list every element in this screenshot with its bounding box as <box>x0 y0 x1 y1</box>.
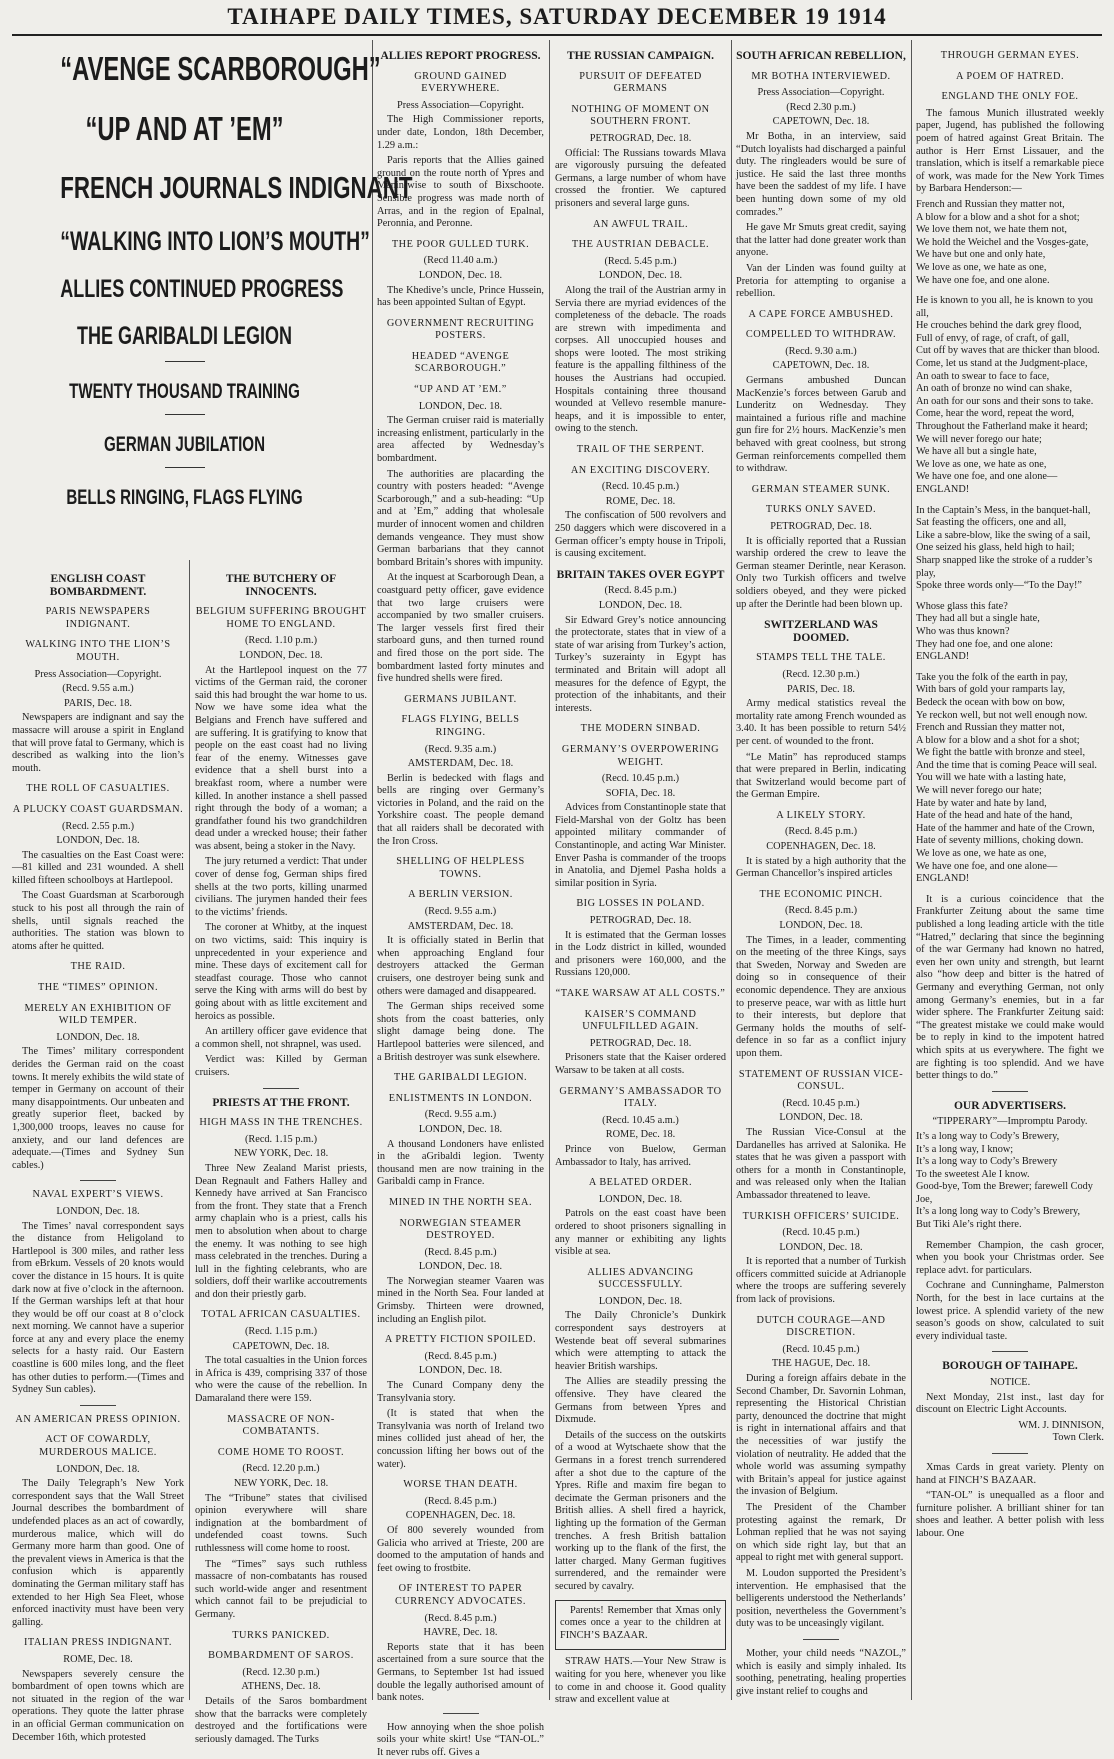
article-text: The High Commissioner reports, under date, London, 18th December, 1.29 a.m.: <box>377 114 544 151</box>
dateline: LONDON, Dec. 18. <box>779 920 863 932</box>
article-text: Newspapers severely censure the bombardment of open towns which are not situated in the region of the war operations. They quote the latter phrase in an official German communication on December 16th, which protested <box>12 1668 184 1743</box>
subheadline: AN EXCITING DISCOVERY. <box>570 464 711 476</box>
headline: THE ROLL OF CASUALTIES. <box>26 783 170 795</box>
subheadline: BELGIUM SUFFERING BROUGHT HOME TO ENGLAND. <box>195 606 367 630</box>
banner-headline: ALLIES CONTINUED PROGRESS <box>60 275 344 303</box>
poem-line: And the time that is coming Peace will seal. <box>916 759 1098 771</box>
poem-line: It’s a long way to Cody’s Brewery <box>916 1156 1058 1168</box>
headline: NAVAL EXPERT’S VIEWS. <box>32 1189 164 1201</box>
article-text: The German ships received some shots from the coast batteries, only slight damage being done. The Hartlepool batteries were silenced, and a British destroyer was sunk elsewhere. <box>377 1001 544 1063</box>
headline: TOTAL AFRICAN CASUALTIES. <box>201 1309 361 1321</box>
poem-line: We have one foe, and one alone. <box>916 274 1050 286</box>
poem-line: Cut off by waves that are thicker than blood. <box>916 345 1100 357</box>
poem-line: It’s a long way, I know; <box>916 1143 1014 1155</box>
article-text: The Daily Chronicle’s Dunkirk correspondent says destroyers at Westende beat off several submarines which were attempting to attack the heavier British warships. <box>555 1310 726 1372</box>
article-text: Of 800 severely wounded from Galicia who arrived at Trieste, 200 are doomed to the amputation of hands and feet owing to frostbite. <box>377 1524 544 1574</box>
poem-line: An oath of bronze no wind can shake, <box>916 383 1073 395</box>
subheadline: ACT OF COWARDLY, MURDEROUS MALICE. <box>39 1434 157 1459</box>
dateline: (Recd. 12.30 p.m.) <box>242 1666 320 1678</box>
dateline: NEW YORK, Dec. 18. <box>233 1148 329 1160</box>
dateline: PETROGRAD, Dec. 18. <box>770 521 872 532</box>
article-text: It is reported that a number of Turkish officers committed suicide at Adrianople where the troops are suffering severely from lack of provisions. <box>736 1256 906 1306</box>
subheadline: COME HOME TO ROOST. <box>217 1446 345 1458</box>
headline: A PRETTY FICTION SPOILED. <box>384 1334 537 1346</box>
dateline: (Recd. 8.45 p.m.) <box>424 1246 497 1258</box>
article-text: The Russian Vice-Consul at the Dardanelles has arrived at Salonika. He states that he was given a passport with others for a month in Constantinople, and was released only when the Italian Ambassador threatened to leave. <box>736 1126 906 1201</box>
headline: AN AWFUL TRAIL. <box>592 218 689 230</box>
dateline: SOFIA, Dec. 18. <box>605 787 676 799</box>
dateline: ROME, Dec. 18. <box>605 495 676 507</box>
dateline: CAPETOWN, Dec. 18. <box>772 360 870 372</box>
poem-line: With bars of gold your ramparts lay, <box>916 684 1066 696</box>
poem-line: Who was thus known? <box>916 625 1010 637</box>
dateline: (Recd. 1.10 p.m.) <box>244 635 318 647</box>
dateline: (Recd. 9.55 a.m.) <box>424 906 497 918</box>
headline: OUR ADVERTISERS. <box>953 1099 1067 1112</box>
column-divider <box>731 40 732 1700</box>
poem-line: We love them not, we hate them not, <box>916 224 1068 236</box>
subheadline: FLAGS FLYING, BELLS RINGING. <box>401 714 520 738</box>
subheadline: THE “TIMES” OPINION. <box>37 982 159 994</box>
poem-line: To the sweetest Ale I know. <box>916 1168 1030 1180</box>
subheadline: COMPELLED TO WITHDRAW. <box>745 329 897 341</box>
advertisement: How annoying when the shoe polish soils your white skirt! Use “TAN-OL.” It never rubs off. Gives a <box>377 1721 544 1758</box>
dateline: (Recd. 10.45 p.m.) <box>782 1227 860 1239</box>
dateline: (Recd. 9.30 a.m.) <box>785 345 857 357</box>
article-text: The total casualties in the Union forces in Africa is 439, comprising 337 of those who were the cause of the rebellion. In Damaraland there were 159. <box>195 1355 367 1405</box>
banner-headline: TWENTY THOUSAND TRAINING <box>69 380 300 403</box>
advertisement-box <box>555 1600 726 1651</box>
dateline: (Recd. 10.45 p.m.) <box>601 481 680 493</box>
article-text: Reports state that it has been ascertained from a sure source that the Germans, to September 1st had issued double the legally authorised amount of bank notes. <box>377 1641 544 1704</box>
article-text: Berlin is bedecked with flags and bells are ringing over Germany’s victories in Poland, and the raid on the Yorkshire coast. The people demand that all raiders shall be decorated with the Iron Cross. <box>377 772 544 847</box>
dateline: (Recd. 9.55 a.m.) <box>424 1109 497 1121</box>
banner-headline: GERMAN JUBILATION <box>103 433 265 456</box>
headline: THE ECONOMIC PINCH. <box>759 888 883 900</box>
banner-headline: FRENCH JOURNALS INDIGNANT <box>60 170 413 205</box>
headline: SWITZERLAND WAS DOOMED. <box>764 619 878 644</box>
dateline: ROME, Dec. 18. <box>605 1129 676 1141</box>
subheadline: PARIS NEWSPAPERS INDIGNANT. <box>45 606 151 630</box>
banner-headlines <box>12 44 413 510</box>
article-text: Army medical statistics reveal the mortality rate among French wounded as 3.40. It has been possible to return 54½ per cent. of wounded to the front. <box>736 698 906 747</box>
column-3 <box>377 42 544 1758</box>
headline: ENGLISH COAST BOMBARDMENT. <box>49 573 147 598</box>
headline: TRAIL OF THE SERPENT. <box>576 444 705 456</box>
headline: BRITAIN TAKES OVER EGYPT <box>556 568 725 581</box>
poem-line: French and Russian they matter not, <box>916 198 1065 210</box>
dateline: LONDON, Dec. 18. <box>598 599 683 611</box>
headline: OF INTEREST TO PAPER CURRENCY ADVOCATES. <box>395 1583 526 1607</box>
poem-line: Take you the folk of the earth in pay, <box>916 671 1068 683</box>
banner-headline: THE GARIBALDI LEGION <box>76 322 292 350</box>
headline: A CAPE FORCE AMBUSHED. <box>748 308 894 320</box>
poem <box>916 1131 1104 1240</box>
poem-line: Hate of the hammer and hate of the Crown, <box>916 822 1095 834</box>
subheadline: GROUND GAINED EVERYWHERE. <box>414 70 507 95</box>
article-text: The Daily Telegraph’s New York correspondent says that the Wall Street Journal describes the bombardment of undefended places as an act of cowardly, murderous malice, which will do Germany more harm than good. One of the prevalent views in America is that the confusion which is apparently dominating the German military staff has extended to her High Sea Fleet, whose enforced inactivity must have been very galling. <box>12 1478 184 1628</box>
article-text: The “Times” says such ruthless massacre of non-combatants has roused such world-wide anger and resentment which cannot fail to be prejudicial to Germany. <box>195 1558 367 1620</box>
poem-line: In the Captain’s Mess, in the banquet-hall, <box>916 504 1091 516</box>
dateline: (Recd. 9.55 a.m.) <box>62 683 134 695</box>
column-1 <box>12 565 184 1743</box>
headline: AN AMERICAN PRESS OPINION. <box>15 1413 181 1425</box>
masthead-rule <box>12 34 1102 36</box>
subheadline: TURKS ONLY SAVED. <box>765 504 877 516</box>
column-4 <box>555 42 726 1706</box>
article-text: Details of the success on the outskirts of a wood at Wytschaete show that the Germans in a forest trench surrendered after a shot due to the capture of the Ypres. Rifle and maxim fire began to decimate the German prisoners and the British allies. A shell fired a hayrick, lighting up the formation of the German trenches. A fresh British battalion working up to the flank of the first, the latter charged. Many German fugitives surrendered, and the remainder were secured by cavalry. <box>555 1429 726 1592</box>
dateline: LONDON, Dec. 18. <box>56 835 140 847</box>
dateline: (Recd. 1.15 p.m.) <box>244 1133 318 1145</box>
headline: THE GARIBALDI LEGION. <box>393 1072 528 1084</box>
headline: A LIKELY STORY. <box>776 809 866 821</box>
headline: GOVERNMENT RECRUITING POSTERS. <box>386 317 535 342</box>
dateline: COPENHAGEN, Dec. 18. <box>405 1510 516 1522</box>
article-text: The Coast Guardsman at Scarborough stuck to his post all through the rain of shells, until signals reached the authorities. The station was blown to atoms after he quitted. <box>12 890 184 952</box>
subheadline: “UP AND AT ’EM.” <box>414 384 507 396</box>
poem-line: Sharp snapped like the stroke of a rudder’s play, <box>916 554 1093 579</box>
dateline: LONDON, Dec. 18. <box>56 1463 140 1475</box>
article-text: At the inquest at Scarborough Dean, a coastguard petty officer, gave evidence that two large cruisers were accompanied by two smaller cruisers. The larger vessels first fired their starboard guns, and then turned round and fired those on the port side. The bombardment lasted forty minutes and five hundred shells were fired. <box>377 572 544 685</box>
subheadline: KAISER’S COMMAND UNFULFILLED AGAIN. <box>582 1008 699 1033</box>
poem-line: Sat feasting the officers, one and all, <box>916 517 1067 529</box>
article-text: The Khedive’s uncle, Prince Hussein, has been appointed Sultan of Egypt. <box>377 284 544 309</box>
dateline: (Recd. 12.30 p.m.) <box>782 668 860 680</box>
poem <box>916 199 1104 894</box>
article-text: It is officially reported that a Russian warship ordered the crew to leave the German steamer Derintle, near Kerason. Only two Turkish officers and twelve soldiers obeyed, and they were picked up after the Derintle had been blown up. <box>736 535 906 610</box>
poem-line: We love as one, we hate as one, <box>916 261 1047 273</box>
poem-line: Come, let us stand at the Judgment-place, <box>916 358 1088 370</box>
credit: Press Association—Copyright. <box>757 87 885 99</box>
dateline: AMSTERDAM, Dec. 18. <box>407 758 514 770</box>
poem-line: Bedeck the ocean with bow on bow, <box>916 696 1065 708</box>
article-text: Advices from Constantinople state that Field-Marshal von der Goltz has been appointed military commander of Constantinople, and acting War Minister. Enver Pasha is commander of the troops in Anatolia, and Djemel Pasha holds a similar position in Syria. <box>555 802 726 889</box>
poem-line: But Tiki Ale’s right there. <box>916 1219 1022 1231</box>
dateline: LONDON, Dec. 18. <box>598 1193 683 1205</box>
headline: MINED IN THE NORTH SEA. <box>388 1196 533 1208</box>
dateline: LONDON, Dec. 18. <box>418 269 503 281</box>
poem-line: Whose glass this fate? <box>916 600 1008 612</box>
poem-line: We fight the battle with bronze and steel, <box>916 747 1086 759</box>
signature: Town Clerk. <box>1052 1432 1104 1444</box>
advertisement: Remember Champion, the cash grocer, when you book your Christmas order. See replace advt. for particulars. <box>916 1239 1104 1276</box>
article-text: It is stated by a high authority that the German Chancellor’s inspired articles <box>736 855 906 880</box>
poem-line: Hate of seventy millions, choking down. <box>916 835 1084 847</box>
headline: ALLIES REPORT PROGRESS. <box>380 50 541 62</box>
headline: A BELATED ORDER. <box>588 1177 693 1189</box>
advertisement: Xmas Cards in great variety. Plenty on hand at FINCH’S BAZAAR. <box>916 1461 1104 1486</box>
credit: Press Association—Copyright. <box>397 99 524 111</box>
article-text: A thousand Londoners have enlisted in the aGribaldi legion. Twenty thousand men are now training in the Garibaldi camp in France. <box>377 1138 544 1188</box>
dateline: NEW YORK, Dec. 18. <box>233 1478 329 1489</box>
poem-line: It’s a long way to Cody’s Brewery, <box>916 1130 1060 1142</box>
article-text: The Allies are steadily pressing the offensive. They have cleared the Germans from between Ypres and Dixmude. <box>555 1376 726 1426</box>
dateline: ATHENS, Dec. 18. <box>241 1681 321 1693</box>
headline: THROUGH GERMAN EYES. <box>940 50 1080 61</box>
banner-headline: “UP AND AT ’EM” <box>85 110 284 147</box>
dateline: (Recd. 10.45 p.m.) <box>601 773 680 785</box>
dateline: (Recd. 5.45 p.m.) <box>604 255 677 267</box>
article-text: The Times’ naval correspondent says the distance from Heligoland to Hartlepool is 300 miles, and rather less from eBrkum. Vessels of 20 knots would cover the distance in 15 hours. It is quite dark now at five o’clock in the afternoon. If the German warships left at that hour they would be off our coast at 8 o’clock next morning. We cannot have a superior force at any and every place the enemy selects for a hasty raid. Our Eastern coastline is 600 miles long, and the fleet has other duties to perform.—(Times and Sydney Sun cables). <box>12 1220 184 1396</box>
headline: SOUTH AFRICAN REBELLION, <box>736 50 906 62</box>
dateline: PETROGRAD, Dec. 18. <box>589 1037 692 1049</box>
poem-line: We love as one, we hate as one, <box>916 848 1047 860</box>
poem-line: Come, hear the word, repeat the word, <box>916 408 1075 420</box>
article-text: The German cruiser raid is materially increasing enlistment, particularly in the area affected by Wednesday’s bombardment. <box>377 415 544 465</box>
dateline: LONDON, Dec. 18. <box>56 1205 140 1217</box>
dateline: (Recd. 12.20 p.m.) <box>242 1463 320 1475</box>
dateline: AMSTERDAM, Dec. 18. <box>407 920 514 932</box>
headline: GERMANS JUBILANT. <box>404 693 517 705</box>
poem-line: Hate of the head and hate of the hand, <box>916 810 1073 822</box>
advertisement: Mother, your child needs “NAZOL,” which is easily and simply inhaled. Its soothing, penetrating, healing properties give instant relief to coughs and <box>736 1647 906 1697</box>
article-text: The casualties on the East Coast were:—81 killed and 231 wounded. A shell killed fifteen schoolboys at Hartlepool. <box>12 849 184 886</box>
poem-line: They had all but a single hate, <box>916 613 1040 625</box>
dateline: HAVRE, Dec. 18. <box>423 1627 498 1639</box>
article-text: The Times, in a leader, commenting on the meeting of the three Kings, says that Sweden, Norway and Sweden are doing so in consequence of their economic dependence. They are anxious to preserve peace, war with as little hurt to their interests, but deplore that Germany holds the mouths of self-defence in so far as a conflict injury upon them. <box>736 934 906 1059</box>
poem-line: Ye reckon well, but not well enough now. <box>916 709 1088 721</box>
dateline: LONDON, Dec. 18. <box>418 400 503 412</box>
article-text: At the Hartlepool inquest on the 77 victims of the German raid, the coroner said this had brought the war home to us. Now we have some idea what the Belgians and French have suffered and are suffering. It is gratifying to know that people on the east coast had no living fear of the enemy. Witnesses gave evidence that a shell burst into a breakfast room, where a number were killed. In another instance a shell passed right through the body of a woman; a grandfather found his two grandchildren dead under a wrecked house; their father was absent, being a stoker in the Navy. <box>195 664 367 852</box>
article-text: The “Tribune” states that civilised opinion everywhere will share indignation at the bombardment of undefended coast towns. Such ruthlessness will come home to roost. <box>195 1492 367 1554</box>
article-text: It is officially stated in Berlin that when approaching England four destroyers attacked the German cruisers, one destroyer being sunk and others were damaged and disappeared. <box>377 935 544 997</box>
subheadline: GERMANY’S OVERPOWERING WEIGHT. <box>561 743 720 768</box>
subheadline: A BERLIN VERSION. <box>408 889 513 901</box>
headline: WORSE THAN DEATH. <box>403 1479 518 1491</box>
subheadline: “TIPPERARY”—Impromptu Parody. <box>932 1116 1088 1128</box>
article-text: Prisoners state that the Kaiser ordered Warsaw to be taken at all costs. <box>555 1052 726 1076</box>
article-text: Patrols on the east coast have been ordered to shoot prisoners signalling in any manner or exhibiting any lights visible at sea. <box>555 1208 726 1258</box>
poem-line: Throughout the Fatherland make it heard; <box>916 421 1088 433</box>
column-5 <box>736 42 906 1702</box>
article-text: He gave Mr Smuts great credit, saying that the latter had done greater work than anyone. <box>736 222 906 259</box>
dateline: (Recd 2.30 p.m.) <box>786 101 856 113</box>
article-text: Paris reports that the Allies gained ground on the route north of Ypres and Menin-wise to south of Bixschoote. Sensible progress was made north of Arras, and in the region of Epalnal, Peronnia, and Peronne. <box>377 155 544 230</box>
subheadline: THE AUSTRIAN DEBACLE. <box>571 239 710 251</box>
poem-line: A blow for a blow and a shot for a shot; <box>916 211 1080 223</box>
poem-line: ENGLAND! <box>916 651 970 663</box>
dateline: THE HAGUE, Dec. 18. <box>771 1358 871 1370</box>
dateline: LONDON, Dec. 18. <box>418 1123 503 1135</box>
poem-line: We will never forego our hate; <box>916 785 1042 797</box>
article-text: The confiscation of 500 revolvers and 250 daggers which were discovered in a German officer’s empty house in Tripoli, is causing excitement. <box>555 510 726 560</box>
article-text: Germans ambushed Duncan MacKenzie’s forces between Garub and Lunderitz on Wednesday. They maintained a furious rifle and machine gun fire for 2½ hours. MacKenzie’s men behaved with great coolness, but strong German reinforcements compelled them to withdraw. <box>736 375 906 475</box>
headline: THE MODERN SINBAD. <box>580 723 701 735</box>
headline: GERMANY’S AMBASSADOR TO ITALY. <box>559 1085 722 1110</box>
poem-line: A blow for a blow and a shot for a shot; <box>916 734 1080 746</box>
subheadline: ENGLAND THE ONLY FOE. <box>941 91 1079 103</box>
article-text: Van der Linden was found guilty at Pretoria for attempting to organise a rebellion. <box>736 262 906 300</box>
banner-headline: “AVENGE SCARBOROUGH” <box>60 50 381 87</box>
article-text: The Cunard Company deny the Transylvania story. <box>377 1380 544 1404</box>
article-text: Official: The Russians towards Mlava are vigorously pursuing the defeated Germans, a large number of whom have crossed the frontier. We captured prisoners and several large guns. <box>555 147 726 209</box>
subheadline: BOMBARDMENT OF SAROS. <box>208 1650 354 1662</box>
headline: “TAKE WARSAW AT ALL COSTS.” <box>555 988 726 999</box>
dateline: PETROGRAD, Dec. 18. <box>589 915 692 927</box>
subheadline: NOTHING OF MOMENT ON SOUTHERN FRONT. <box>571 103 710 128</box>
article-text: Along the trail of the Austrian army in Servia there are myriad evidences of the completeness of the debacle. The roads are strewn with impedimenta and corpses. All unoccupied houses and shops were looted. The most striking feature is the appalling filthiness of the houses the Austrians had occupied. Hospitals containing three thousand wounded at Vellevo resemble manure-heaps, and it is impossible to enter, owing to the stench. <box>555 284 726 435</box>
poem-line: We hold the Weichel and the Vosges-gate, <box>916 236 1089 248</box>
article-text: The famous Munich illustrated weekly paper, Jugend, has published the following poem of hatred against Great Britain. The author is Herr Ernst Lissauer, and the translation, which is itself a remarkable piece of work, was made for the New York Times by Barbara Henderson:— <box>916 107 1104 195</box>
poem-line: They had one foe, and one alone: <box>916 638 1053 650</box>
advertisement: “TAN-OL” is unequalled as a floor and furniture polisher. A brilliant shiner for tan shoes and leather. A better polish with less labour. One <box>916 1490 1104 1539</box>
article-text: The Times’ military correspondent derides the German raid on the coast towns. It merely exhibits the wild state of temper in Germany on account of their many disappointments. Our unbeaten and greatly superior fleet, backed by 1,300,000 troops, leaves no cause for anxiety, and our land defences are adequate.—(Times and Sydney Sun cables.) <box>12 1046 184 1171</box>
dateline: (Recd. 2.55 p.m.) <box>61 820 135 832</box>
subheadline: NORWEGIAN STEAMER DESTROYED. <box>399 1217 522 1242</box>
article-text: “Le Matin” has reproduced stamps that were prepared in Berlin, indicating that Switzerland would become part of the German Empire. <box>736 751 906 801</box>
dateline: (Recd. 10.45 a.m.) <box>602 1114 679 1126</box>
headline: DUTCH COURAGE—AND DISCRETION. <box>756 1314 886 1339</box>
poem-line: We have one foe, and one alone— <box>916 860 1058 872</box>
headline: ITALIAN PRESS INDIGNANT. <box>24 1637 172 1649</box>
poem-line: It’s a long long way to Cody’s Brewery, <box>916 1206 1081 1218</box>
poem-line: An oath for our sons and their sons to take. <box>916 395 1094 407</box>
headline: STATEMENT OF RUSSIAN VICE-CONSUL. <box>738 1068 904 1093</box>
advertisement: STRAW HATS.—Your New Straw is waiting for you here, whenever you like to come in and choose it. Good quality straw and excellent value at <box>555 1656 726 1706</box>
dateline: LONDON, Dec. 18. <box>418 1261 503 1273</box>
poem-line: We have but one and only hate, <box>916 249 1046 261</box>
banner-headline: “WALKING INTO LION’S MOUTH” <box>60 226 370 256</box>
article-text: The authorities are placarding the country with posters headed: “Avenge Scarborough,” and a sub-heading: “Up and at ’Em,” adding that wholesale murder of innocent women and children demands vengeance. They must show German barbarians that they cannot bombard Britain’s shores with impunity. <box>377 468 544 568</box>
poem-line: One seized his glass, held high to hail; <box>916 542 1075 554</box>
dateline: (Recd. 1.15 p.m.) <box>244 1326 318 1338</box>
article-text: The jury returned a verdict: That under cover of dense fog, German ships fired shells at the two ports, killing unarmed civilians. The jurymen handed their fees to the victims’ friends. <box>195 856 367 918</box>
subheadline: HIGH MASS IN THE TRENCHES. <box>199 1117 363 1129</box>
poem-line: You will we hate with a lasting hate, <box>916 772 1066 784</box>
notice-text: Next Monday, 21st inst., last day for discount on Electric Light Accounts. <box>916 1391 1104 1416</box>
headline: THE BUTCHERY OF INNOCENTS. <box>225 573 337 598</box>
article-text: Prince von Buelow, German Ambassador to Italy, has arrived. <box>555 1143 726 1168</box>
article-text: M. Loudon supported the President’s intervention. He emphasised that the belligerents understood the Netherlands’ position, nevertheless the Government’s duty was to be unceasingly vigilant. <box>736 1567 906 1630</box>
dateline: (Recd. 8.45 p.m.) <box>784 826 858 838</box>
poem-line: ENGLAND! <box>916 873 970 885</box>
dateline: (Recd. 10.45 p.m.) <box>782 1097 860 1109</box>
poem-line: Full of envy, of rage, of craft, of gall, <box>916 332 1070 344</box>
article-text: An artillery officer gave evidence that a common shell, not shrapnel, was used. <box>195 1026 367 1050</box>
dateline: (Recd. 9.35 a.m.) <box>424 743 497 755</box>
dateline: LONDON, Dec. 18. <box>239 649 323 661</box>
article-text: It is a curious coincidence that the Frankfurter Zeitung about the same time published a long leading article with the title “Hatred,” declaring that since the beginning of the war Germany had known no hatred, even her own unity and strength, but learnt also “how deep and bitter is the hatred of Germany and everything German, not only among Germany’s enemies, but in a far wider sphere. The Frankfurter Zeitung said: “The greatest mistake we could make would be to reply in kind to the impotent hatred which spits at us everywhere. The fight we are fighting is too splendid. And we have better things to do.” <box>916 893 1104 1082</box>
column-6 <box>916 42 1104 1702</box>
dateline: LONDON, Dec. 18. <box>598 1295 683 1307</box>
headline: THE POOR GULLED TURK. <box>391 238 530 250</box>
dateline: (Recd. 8.45 p.m.) <box>424 1495 497 1507</box>
subheadline: HEADED “AVENGE SCARBOROUGH.” <box>411 350 510 375</box>
subheadline: A PLUCKY COAST GUARDSMAN. <box>12 803 184 815</box>
article-text: (It is stated that when the Transylvania was north of Ireland two mines collided just ahead of her, the concussion lifting her bows out of the water). <box>377 1408 544 1470</box>
masthead: TAIHAPE DAILY TIMES, SATURDAY DECEMBER 19 1914 <box>227 4 887 29</box>
dateline: PARIS, Dec. 18. <box>787 683 855 695</box>
banner-headline: BELLS RINGING, FLAGS FLYING <box>66 486 303 509</box>
headline: TURKS PANICKED. <box>232 1629 330 1641</box>
poem-line: He is known to you all, he is known to you all, <box>916 295 1094 319</box>
poem-line: We have all but a single hate, <box>916 446 1037 458</box>
dateline: (Recd 11.40 a.m.) <box>423 255 498 267</box>
poem-line: We will never forego our hate; <box>916 433 1042 445</box>
dateline: ROME, Dec. 18. <box>63 1653 133 1665</box>
column-divider <box>549 40 550 1700</box>
article-text: Three New Zealand Marist priests, Dean Regnault and Fathers Halley and Kennedy have arrived at San Francisco from the front. They state that a French army chaplain who is a priest, calls his men to absolution when about to charge the enemy. It was nothing to see high mass celebrated in the trenches. During a lull in the fighting celebrants, who are soldiers, doff their warlike accoutrements and don their priestly garb. <box>195 1162 367 1300</box>
column-divider <box>372 40 373 1700</box>
article-text: Sir Edward Grey’s notice announcing the protectorate, states that in view of a state of war arising from Turkey’s action, Turkey’s suzerainty in Egypt has terminated and Britain will adopt all measures for the defence of Egypt, the protection of the inhabitants, and their interests. <box>555 614 726 714</box>
dateline: PETROGRAD, Dec. 18. <box>589 132 692 144</box>
headline: THE RAID. <box>70 961 126 973</box>
poem-line: French and Russian they matter not, <box>916 722 1065 734</box>
dateline: COPENHAGEN, Dec. 18. <box>766 841 876 853</box>
headline: SHELLING OF HELPLESS TOWNS. <box>396 856 525 880</box>
notice-heading: NOTICE. <box>989 1377 1031 1388</box>
article-text: During a foreign affairs debate in the Second Chamber, Dr. Savornin Lohman, representing the Historical Christian party, denounced the doctrine that might is right in international affairs and that the necessities of war justify the violation of neutrality. He added that the whole world was assuming sympathy with Britain’s appeal for justice against the invasion of Belgium. <box>736 1373 906 1498</box>
poem-line: Good-bye, Tom the Brewer; farewell Cody Joe, <box>916 1181 1093 1205</box>
dateline: (Recd. 8.45 p.m.) <box>424 1350 497 1362</box>
poem-line: We love as one, we hate as one, <box>916 458 1047 470</box>
poem-line: He crouches behind the dark grey flood, <box>916 320 1082 332</box>
article-text: Newspapers are indignant and say the massacre will arouse a spirit in England that will prove fatal to Germany, which is described as walking into the lion’s mouth. <box>12 712 184 774</box>
dateline: LONDON, Dec. 18. <box>418 1365 503 1377</box>
subheadline: A POEM OF HATRED. <box>955 70 1065 82</box>
headline: PRIESTS AT THE FRONT. <box>212 1096 350 1109</box>
advertisement: Cochrane and Cunninghame, Palmerston North, for the best in lace curtains at the lowest price. A splendid variety of the new season’s goods on show, calculated to suit every individual taste. <box>916 1280 1104 1342</box>
article-text: Mr Botha, in an interview, said “Dutch loyalists had discharged a painful duty. The ringleaders would be sure of justice. He said the last three months have been the saddest of my life. I have been hunting down some of my old comrades.” <box>736 130 906 218</box>
dateline: LONDON, Dec. 18. <box>598 270 683 282</box>
dateline: (Recd. 8.45 p.m.) <box>784 905 858 917</box>
article-text: It is estimated that the German losses in the Lodz district in killed, wounded and prisoners were 160,000, and the Russians 120,000. <box>555 929 726 979</box>
advertisement: Parents! Remember that Xmas only comes once a year to the children at FINCH’S BAZAAR. <box>560 1604 721 1641</box>
headline: TURKISH OFFICERS’ SUICIDE. <box>742 1210 900 1222</box>
article-text: The President of the Chamber protesting against the remark, Dr Lohman replied that he was not saying on which side right lay, but that an appeal to right met with general support. <box>736 1501 906 1564</box>
poem-line: We have one foe, and one alone— <box>916 471 1058 483</box>
headline: BIG LOSSES IN POLAND. <box>576 898 705 910</box>
subheadline: PURSUIT OF DEFEATED GERMANS <box>579 70 702 95</box>
headline: ALLIES ADVANCING SUCCESSFULLY. <box>587 1266 694 1291</box>
article-text: Details of the Saros bombardment show that the barracks were completely destroyed and the fortifications were seriously damaged. The Turks <box>195 1695 367 1745</box>
dateline: LONDON, Dec. 18. <box>779 1241 863 1253</box>
dateline: (Recd. 10.45 p.m.) <box>782 1343 860 1355</box>
headline: MASSACRE OF NON-COMBATANTS. <box>227 1413 335 1438</box>
subheadline: WALKING INTO THE LION’S MOUTH. <box>25 639 171 663</box>
credit: Press Association—Copyright. <box>34 668 162 680</box>
poem-line: Hate by water and hate by land, <box>916 797 1047 809</box>
subheadline: ENLISTMENTS IN LONDON. <box>388 1092 533 1104</box>
poem-line: Like a sabre-blow, like the swing of a sail, <box>916 529 1091 541</box>
dateline: LONDON, Dec. 18. <box>779 1112 863 1124</box>
article-text: The Norwegian steamer Vaaren was mined in the North Sea. Four landed at Grimsby. Thirteen were drowned, including an English pilot. <box>377 1275 544 1325</box>
notice-heading: BOROUGH OF TAIHAPE. <box>942 1360 1078 1373</box>
article-text: The coroner at Whitby, at the inquest on two victims, said: This inquiry is unprecedented in your experience and mine. These days of excitement call for steadfast courage. Those who cannot serve the King with arms will do best by going about with as little excitement and heroics as possible. <box>195 922 367 1022</box>
dateline: CAPETOWN, Dec. 18. <box>772 116 870 128</box>
dateline: CAPETOWN, Dec. 18. <box>232 1340 330 1352</box>
column-2 <box>195 565 367 1745</box>
poem-line: ENGLAND! <box>916 484 970 495</box>
poem-line: Spoke three words only—“To the Day!” <box>916 580 1082 592</box>
dateline: LONDON, Dec. 18. <box>56 1031 140 1043</box>
subheadline: MR BOTHA INTERVIEWED. <box>751 70 891 82</box>
signature: WM. J. DINNISON, <box>1018 1419 1104 1431</box>
subheadline: STAMPS TELL THE TALE. <box>756 652 886 664</box>
column-divider <box>911 40 912 1700</box>
headline: GERMAN STEAMER SUNK. <box>751 483 891 495</box>
article-text: Verdict was: Killed by German cruisers. <box>195 1054 367 1078</box>
dateline: PARIS, Dec. 18. <box>64 697 132 709</box>
column-divider <box>189 560 190 1700</box>
poem-line: An oath to swear to face to face, <box>916 370 1050 382</box>
dateline: (Recd. 8.45 p.m.) <box>604 585 677 597</box>
dateline: (Recd. 8.45 p.m.) <box>424 1612 497 1624</box>
subheadline: MERELY AN EXHIBITION OF WILD TEMPER. <box>24 1002 172 1027</box>
headline: THE RUSSIAN CAMPAIGN. <box>566 50 715 62</box>
